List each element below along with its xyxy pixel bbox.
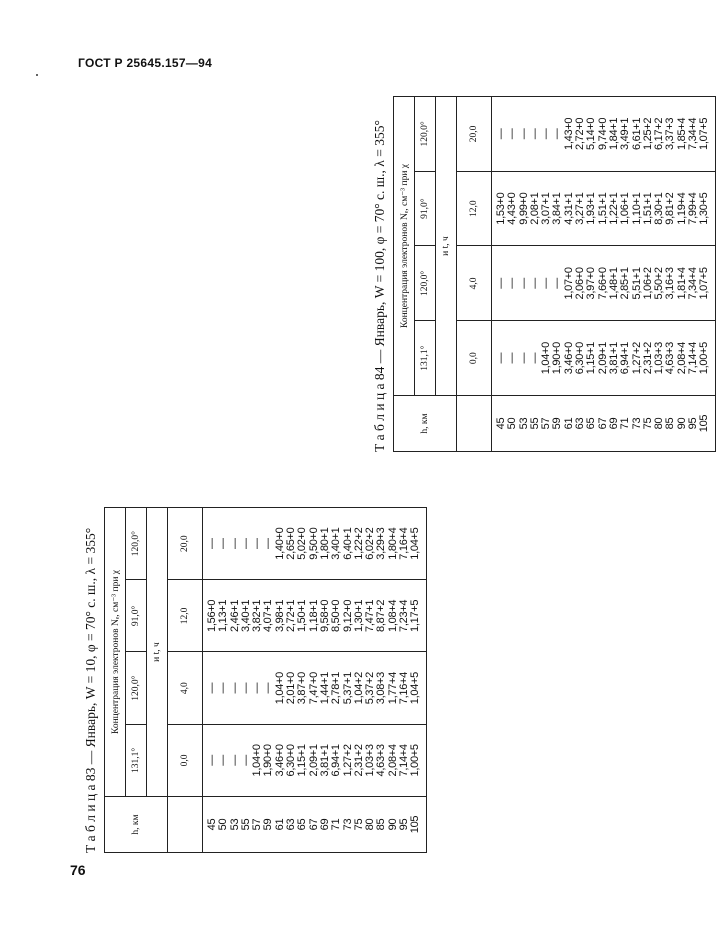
table-cell: 1,22+2 [352,527,365,560]
table-cell: 1,17+5 [409,599,422,632]
table-cell: 1,80+1 [318,527,331,560]
table-cell: 80 [364,818,377,831]
table-cell: 1,80+4 [386,527,399,560]
chi-header: 120,0° [126,652,147,724]
table-cell: — [517,352,530,364]
table-cell: 7,23+4 [398,599,411,632]
chi-header: 91,0° [126,580,147,652]
table-cell: 9,58+0 [318,599,331,632]
table-cell: 8,87+2 [375,599,388,632]
table-cell: 3,37+3 [664,117,677,150]
table-cell: 69 [607,417,620,430]
document-header: ГОСТ Р 25645.157—94 [78,56,213,70]
table-cell: 5,50+2 [653,267,666,300]
table-cell: 6,94+1 [619,342,632,375]
concentration-header: Концентрация электронов Nₑ, см⁻³ при χ [105,508,126,797]
table-cell: 1,27+2 [341,744,354,777]
table-84-body [492,97,711,452]
table-cell: 9,12+0 [341,599,354,632]
table-cell: — [262,538,275,549]
bottom-rule [422,580,427,652]
table-cell: 5,51+1 [630,267,643,300]
table-cell: 3,97+0 [585,267,598,300]
table-cell: 3,49+1 [619,117,632,150]
table-cell: 5,14+0 [585,117,598,150]
table-cell: — [217,682,230,694]
table-cell: 4,63+3 [375,744,388,777]
table-cell: — [239,755,252,766]
table-cell: 6,61+1 [630,117,643,150]
table-cell: 1,43+0 [562,117,575,150]
table-cell: — [528,352,541,364]
table-cell: 2,31+2 [641,342,654,375]
h-column-header: h, км [394,396,457,452]
table-cell: 1,04+2 [352,672,365,705]
table-cell: 3,81+1 [318,744,331,777]
table-cell: 2,09+1 [596,342,609,375]
table-cell: 6,02+2 [364,527,377,560]
table-cell: 1,40+0 [273,527,286,560]
table-cell: — [217,755,230,766]
table-cell: 45 [495,417,507,430]
table-cell: 1,10+1 [630,192,643,225]
table-cell: 5,37+1 [341,672,354,705]
table-cell: — [551,278,564,289]
table-cell: 9,74+0 [596,117,609,150]
table-cell: 3,27+1 [574,192,587,225]
table-cell: 1,90+0 [551,342,564,375]
table-cell: 59 [551,417,564,430]
table-cell: — [540,278,553,289]
table-cell: 1,77+4 [386,672,399,705]
chi-header: 120,0° [126,508,147,580]
table-cell: 1,18+1 [307,599,320,632]
table-cell: 6,30+0 [285,744,298,777]
bottom-rule [422,797,427,853]
bottom-rule [711,97,716,172]
table-cell: 1,50+1 [296,599,309,632]
table-cell: 2,78+1 [330,672,343,705]
table-cell: 2,85+1 [619,267,632,300]
table-cell: 1,04+5 [409,527,422,560]
table-cell: 4,31+1 [562,192,575,225]
table-cell: 1,27+2 [630,342,643,375]
t-header: 4,0 [168,652,203,724]
t-header: 20,0 [168,508,203,580]
table-cell: 1,22+1 [607,192,620,225]
table-cell: 5,02+0 [296,527,309,560]
table-cell: 3,82+1 [251,599,264,632]
table-83 [104,507,427,853]
table-cell: 57 [540,417,553,430]
bottom-rule [711,171,716,246]
table-84 [393,96,716,452]
table-cell: 65 [585,417,598,430]
table-cell: 3,87+0 [296,672,309,705]
table-cell: 2,06+0 [574,267,587,300]
table-cell: 1,06+1 [619,192,632,225]
t-header: 0,0 [168,724,203,796]
table-cell: 69 [318,818,331,831]
table-cell: 1,04+0 [251,744,264,777]
table-cell: 1,48+1 [607,267,620,300]
table-cell: 57 [251,818,264,831]
table-cell: 55 [528,417,541,430]
table-cell: 71 [619,417,632,430]
table-84-block [369,96,711,452]
table-cell: 8,50+0 [330,599,343,632]
table-cell: — [262,682,275,694]
table-cell: 2,09+1 [307,744,320,777]
table-cell: 3,84+1 [551,192,564,225]
table-cell: 2,08+4 [386,744,399,777]
table-cell: 3,98+1 [273,599,286,632]
table-cell: 80 [653,417,666,430]
table-cell: 7,99+4 [687,192,700,225]
table-cell: — [228,538,241,549]
table-cell: 3,07+1 [540,192,553,225]
table-cell: 7,34+4 [687,267,700,300]
table-cell: 85 [375,818,388,831]
table-cell: 55 [239,818,252,831]
table-cell: 1,04+5 [409,672,422,705]
value-column [203,724,422,796]
table-cell: 1,51+1 [596,192,609,225]
table-cell: 7,34+4 [687,117,700,150]
bottom-rule [422,652,427,724]
table-cell: 3,08+3 [375,672,388,705]
table-cell: 1,03+3 [653,342,666,375]
table-cell: — [251,538,264,549]
table-cell: 2,08+4 [675,342,688,375]
table-cell: 75 [352,818,365,831]
h-values [492,396,711,452]
table-cell: 50 [217,818,230,831]
t-header: 4,0 [457,246,492,321]
table-cell: — [495,128,507,140]
table-cell: 3,46+0 [562,342,575,375]
value-column [203,652,422,724]
table-cell: 1,90+0 [262,744,275,777]
chi-header: 131,1° [126,724,147,796]
table-cell: 105 [698,414,711,433]
t-label-header: и t, ч [436,97,457,396]
table-cell: 1,30+5 [698,192,711,225]
table-cell: 67 [596,417,609,430]
table-cell: 4,43+0 [506,192,519,225]
table-cell: 65 [296,818,309,831]
table-cell: 1,25+2 [641,117,654,150]
chi-header: 91,0° [415,171,436,246]
table-cell: 90 [675,417,688,430]
table-cell: — [239,538,252,549]
table-cell: 7,47+0 [307,672,320,705]
table-cell: — [506,278,519,289]
value-column [203,580,422,652]
value-column [203,508,422,580]
table-cell: 85 [664,417,677,430]
table-cell: 1,56+0 [206,599,218,632]
table-cell: 1,84+1 [607,117,620,150]
table-cell: 5,37+2 [364,672,377,705]
table-cell: 63 [285,818,298,831]
bottom-rule [422,508,427,580]
bottom-rule [711,246,716,321]
table-cell: 1,51+1 [641,192,654,225]
chi-header: 120,0° [415,97,436,172]
table-cell: — [495,352,507,364]
table-cell: — [528,278,541,289]
table-cell: 6,94+1 [330,744,343,777]
concentration-header: Концентрация электронов Nₑ, см⁻³ при χ [394,97,415,396]
t-label-header: и t, ч [147,508,168,797]
table-cell: 2,65+0 [285,527,298,560]
table-cell: 6,17+2 [653,117,666,150]
chi-header: 120,0° [415,246,436,321]
table-cell: 75 [641,417,654,430]
t-header: 20,0 [457,97,492,172]
table-cell: 45 [206,818,218,831]
t-header: 12,0 [168,580,203,652]
table-cell: 7,14+4 [398,744,411,777]
t-header: 0,0 [457,321,492,396]
table-cell: 6,30+0 [574,342,587,375]
value-column [492,321,711,396]
table-cell: 7,16+4 [398,672,411,705]
table-cell: 2,72+0 [574,117,587,150]
table-cell: — [528,128,541,140]
table-cell: 95 [687,417,700,430]
table-84-title: Т а б л и ц а 84 — Январь, W = 100, φ = 70° с. ш., λ = 355° [372,120,387,452]
table-cell: 59 [262,818,275,831]
table-cell: 2,46+1 [228,599,241,632]
table-cell: 1,13+1 [217,599,230,632]
table-cell: 6,40+1 [341,527,354,560]
table-cell: — [517,128,530,140]
table-cell: 1,85+4 [675,117,688,150]
table-cell: 1,30+1 [352,599,365,632]
table-cell: 1,07+0 [562,267,575,300]
table-cell: 1,06+2 [641,267,654,300]
table-cell: 1,04+0 [540,342,553,375]
table-cell: 4,07+1 [262,599,275,632]
h-column-header: h, км [105,797,168,853]
h-spacer [457,396,492,452]
table-cell: 9,50+0 [307,527,320,560]
table-cell: 1,19+4 [675,192,688,225]
table-cell: — [251,682,264,694]
table-cell: 53 [517,417,530,430]
table-83-body [203,508,422,853]
table-cell: — [206,755,218,766]
chi-header: 131,1° [415,321,436,396]
table-cell: 1,00+5 [698,342,711,375]
table-cell: 95 [398,818,411,831]
table-cell: 1,15+1 [296,744,309,777]
page-number: 76 [70,862,86,878]
table-cell: 3,81+1 [607,342,620,375]
table-cell: 7,47+1 [364,599,377,632]
table-cell: 7,14+4 [687,342,700,375]
table-cell: 61 [273,818,286,831]
table-cell: 1,81+4 [675,267,688,300]
table-cell: 1,07+5 [698,117,711,150]
table-cell: — [206,538,218,549]
table-cell: 2,31+2 [352,744,365,777]
table-cell: 61 [562,417,575,430]
speck [36,74,38,76]
bottom-rule [422,724,427,796]
table-cell: — [551,128,564,140]
table-cell: 3,40+1 [330,527,343,560]
table-83-block [80,507,422,853]
table-cell: 9,99+0 [517,192,530,225]
table-cell: 3,16+3 [664,267,677,300]
table-cell: — [517,278,530,289]
table-cell: 7,66+0 [596,267,609,300]
table-cell: 1,08+4 [386,599,399,632]
table-cell: 1,00+5 [409,744,422,777]
table-cell: 1,07+5 [698,267,711,300]
table-cell: — [506,352,519,364]
table-cell: — [206,682,218,694]
h-values [203,797,422,853]
t-header: 12,0 [457,171,492,246]
table-cell: 1,93+1 [585,192,598,225]
table-cell: 1,44+1 [318,672,331,705]
table-cell: — [540,128,553,140]
table-cell: 90 [386,818,399,831]
table-cell: — [228,682,241,694]
table-cell: 9,81+2 [664,192,677,225]
table-cell: — [506,128,519,140]
table-cell: 1,15+1 [585,342,598,375]
value-column [492,246,711,321]
table-cell: 1,03+3 [364,744,377,777]
table-cell: 1,04+0 [273,672,286,705]
bottom-rule [711,321,716,396]
table-cell: 3,46+0 [273,744,286,777]
table-cell: 67 [307,818,320,831]
table-cell: 105 [409,815,422,834]
table-cell: 73 [341,818,354,831]
bottom-rule [711,396,716,452]
table-cell: — [239,682,252,694]
table-cell: 8,30+1 [653,192,666,225]
table-cell: 1,53+0 [495,192,507,225]
table-cell: — [228,755,241,766]
table-cell: 2,72+1 [285,599,298,632]
table-cell: 50 [506,417,519,430]
h-spacer [168,797,203,853]
table-83-title: Т а б л и ц а 83 — Январь, W = 10, φ = 70° с. ш., λ = 355° [83,527,98,853]
table-cell: — [217,538,230,549]
table-cell: 3,40+1 [239,599,252,632]
table-cell: 2,01+0 [285,672,298,705]
table-cell: 4,63+3 [664,342,677,375]
table-cell: 53 [228,818,241,831]
value-column [492,97,711,172]
table-cell: 3,29+3 [375,527,388,560]
table-cell: 7,16+4 [398,527,411,560]
table-cell: 71 [330,818,343,831]
value-column [492,171,711,246]
table-cell: 73 [630,417,643,430]
table-cell: — [495,278,507,289]
table-cell: 2,08+1 [528,192,541,225]
table-cell: 63 [574,417,587,430]
